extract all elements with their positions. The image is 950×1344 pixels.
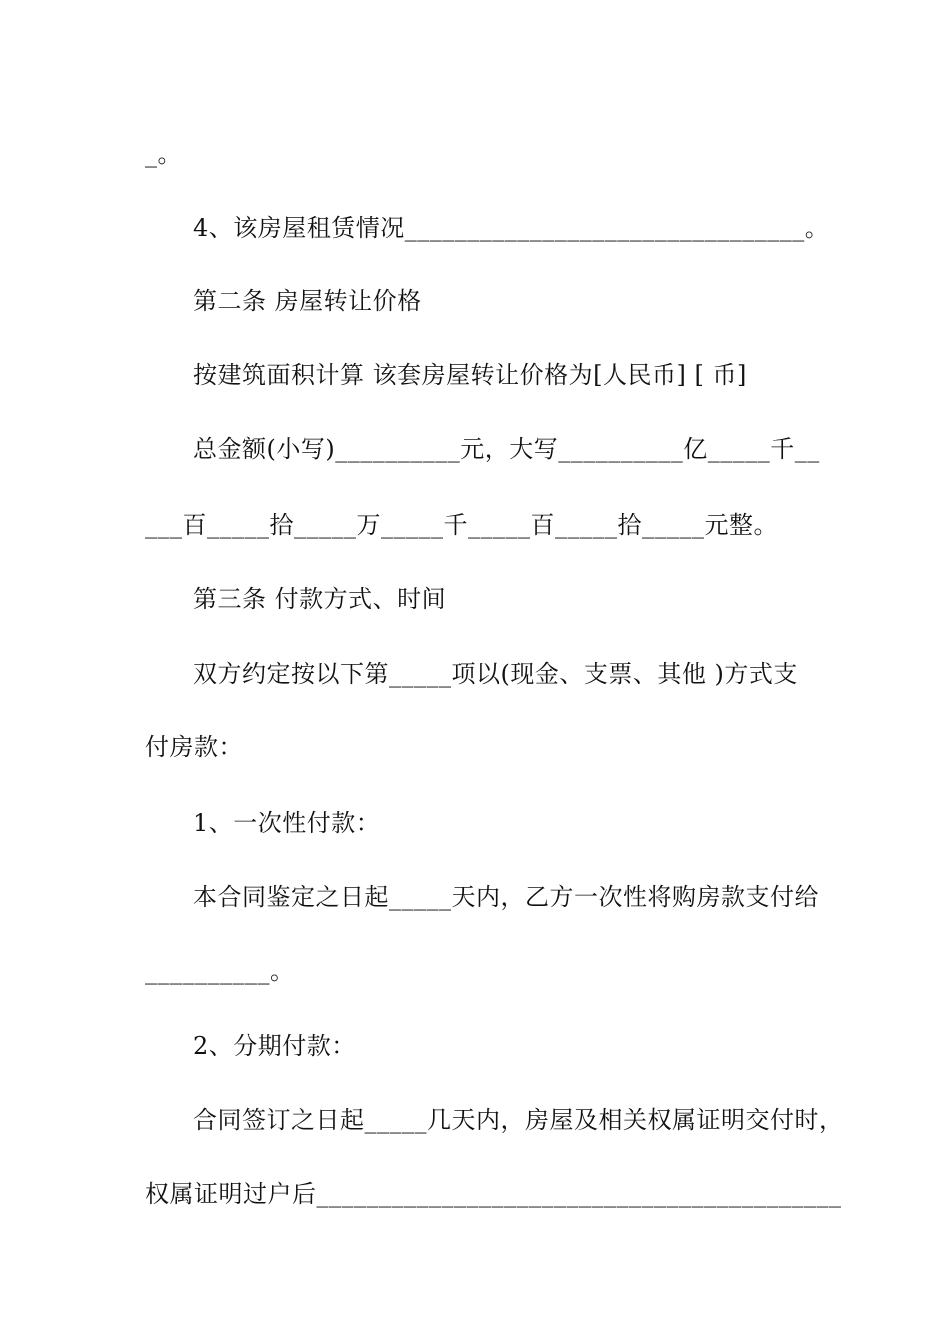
section-heading: 第三条 付款方式、时间 bbox=[193, 585, 447, 613]
section-heading: 第二条 房屋转让价格 bbox=[193, 287, 422, 315]
text-line: 4、该房屋租赁情况________________________________。 bbox=[193, 214, 830, 242]
text-line: ___百_____拾_____万_____千_____百_____拾_____元整。 bbox=[145, 511, 778, 539]
text-line: 总金额(小写)__________元，大写__________亿_____千__ bbox=[193, 435, 820, 463]
text-line: 付房款： bbox=[145, 733, 243, 761]
text-line: 本合同鉴定之日起_____天内，乙方一次性将购房款支付给 bbox=[193, 883, 819, 911]
text-line: __________。 bbox=[145, 957, 295, 985]
text-line: 2、分期付款： bbox=[193, 1032, 356, 1060]
text-line: _。 bbox=[145, 140, 182, 168]
text-line: 双方约定按以下第_____项以(现金、支票、其他 )方式支 bbox=[193, 660, 798, 688]
text-line: 按建筑面积计算 该套房屋转让价格为[人民币] [ 币] bbox=[193, 361, 747, 389]
text-line: 权属证明过户后__________________________________________ bbox=[145, 1180, 842, 1208]
text-line: 合同签订之日起_____几天内，房屋及相关权属证明交付时， bbox=[193, 1106, 844, 1134]
text-line: 1、一次性付款： bbox=[193, 809, 381, 837]
